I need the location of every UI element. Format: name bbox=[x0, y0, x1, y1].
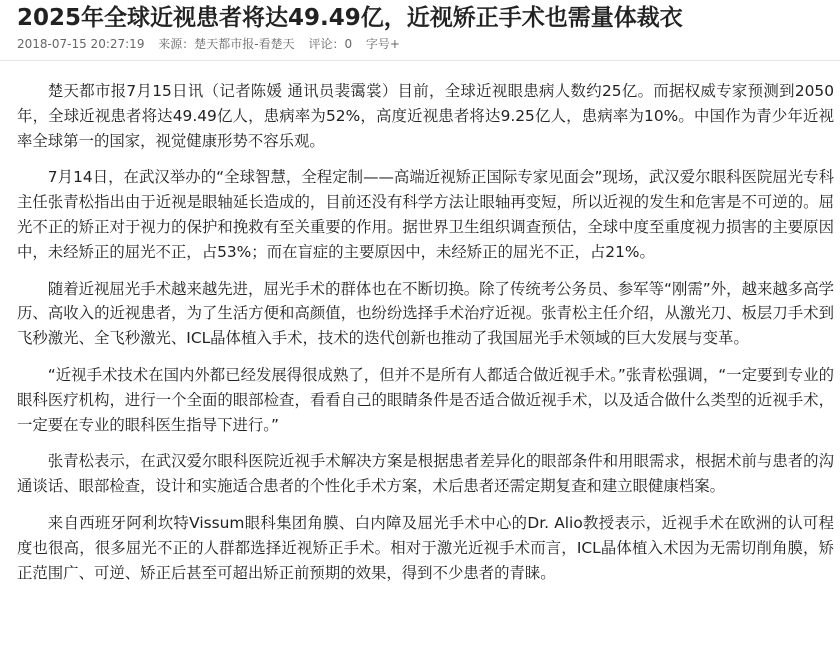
article-paragraph: 张青松表示，在武汉爱尔眼科医院近视手术解决方案是根据患者差异化的眼部条件和用眼需求，根据术前与患者的沟通谈话、眼部检查，设计和实施适合患者的个性化手术方案，术后患者还需定期复查和建立眼健康档案。 bbox=[17, 452, 834, 496]
article-title: 2025年全球近视患者将达49.49亿，近视矫正手术也需量体裁衣 bbox=[17, 5, 683, 31]
article-body bbox=[17, 79, 834, 597]
article-paragraph: 7月14日，在武汉举办的“全球智慧，全程定制——高端近视矫正国际专家见面会”现场，武汉爱尔眼科医院屈光专科主任张青松指出由于近视是眼轴延长造成的，目前还没有科学方法让眼轴再变短，所以近视的发生和危害是不可逆的。屈光不正的矫正对于视力的保护和挽救有至关重要的作用。据世界卫生组织调查预估，全球中度至重度视力损害的主要原因中，未经矫正的屈光不正，占53%；而在盲症的主要原因中，未经矫正的屈光不正，占21%。 bbox=[17, 168, 834, 261]
header-divider bbox=[0, 60, 840, 61]
article-paragraph: 随着近视屈光手术越来越先进，屈光手术的群体也在不断切换。除了传统考公务员、参军等“刚需”外，越来越多高学历、高收入的近视患者，为了生活方便和高颜值，也纷纷选择手术治疗近视。张青松主任介绍，从激光刀、板层刀手术到飞秒激光、全飞秒激光、ICL晶体植入手术，技术的迭代创新也推动了我国屈光手术领域的巨大发展与变革。 bbox=[17, 279, 834, 348]
publish-datetime: 2018-07-15 20:27:19 bbox=[17, 37, 145, 51]
article-source: 来源：楚天都市报-看楚天 bbox=[158, 37, 295, 51]
font-size-toggle[interactable]: 字号+ bbox=[365, 37, 400, 51]
article-meta bbox=[17, 36, 410, 52]
article-paragraph: 来自西班牙阿利坎特Vissum眼科集团角膜、白内障及屈光手术中心的Dr. Alio教授表示，近视手术在欧洲的认可程度也很高，很多屈光不正的人群都选择近视矫正手术。相对于激光近视手术而言，ICL晶体植入术因为无需切削角膜，矫正范围广、可逆、矫正后甚至可超出矫正前预期的效果，得到不少患者的青睐。 bbox=[17, 513, 834, 582]
article-paragraph: 楚天都市报7月15日讯（记者陈媛 通讯员裴霭裳）目前，全球近视眼患病人数约25亿。而据权威专家预测到2050年，全球近视患者将达49.49亿人，患病率为52%，高度近视患者将达9.25亿人，患病率为10%。中国作为青少年近视率全球第一的国家，视觉健康形势不容乐观。 bbox=[17, 82, 834, 150]
comment-count: 评论：0 bbox=[308, 37, 353, 51]
article-paragraph: “近视手术技术在国内外都已经发展得很成熟了，但并不是所有人都适合做近视手术。”张青松强调，“一定要到专业的眼科医疗机构，进行一个全面的眼部检查，看看自己的眼睛条件是否适合做近视手术，以及适合做什么类型的近视手术，一定要在专业的眼科医生指导下进行。” bbox=[17, 365, 834, 434]
